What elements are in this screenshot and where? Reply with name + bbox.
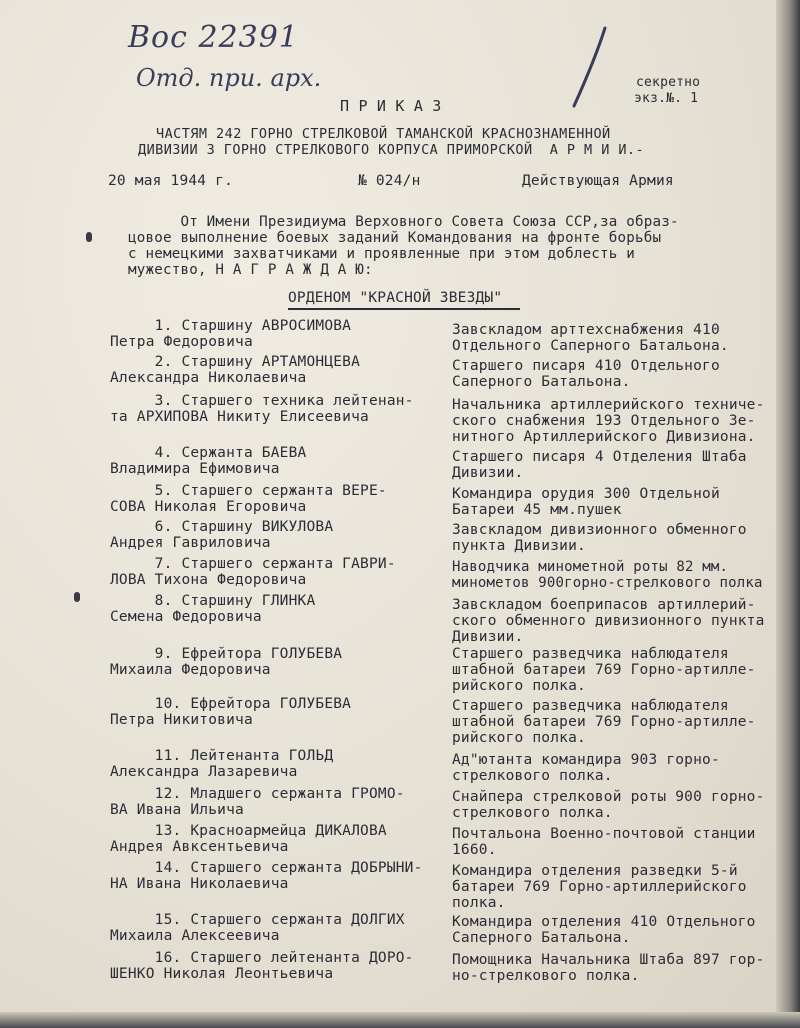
awardee-position: но-стрелкового полка. xyxy=(452,968,640,984)
awardee-position: Старшего писаря 4 Отделения Штаба xyxy=(452,449,747,465)
awardee-name: та АРХИПОВА Никиту Елисеевича xyxy=(110,409,369,425)
awardee-position: рийского полка. xyxy=(452,730,586,746)
awardee-name: Петра Федоровича xyxy=(110,334,253,350)
awardee-position: Командира отделения 410 Отдельного xyxy=(452,914,756,930)
preamble-line: с немецкими захватчиками и проявленные при этом доблесть и xyxy=(128,246,636,262)
secrecy-mark: секретно xyxy=(636,75,701,90)
awardee-name: Петра Никитовича xyxy=(110,712,253,728)
page-edge xyxy=(0,1012,800,1028)
awardee-position: Батареи 45 мм.пушек xyxy=(452,502,622,518)
preamble-line: цовое выполнение боевых заданий Командования на фронте борьбы xyxy=(128,230,662,246)
awardee-position: Помощника Начальника Штаба 897 гор- xyxy=(452,952,765,968)
order-date: 20 мая 1944 г. xyxy=(108,173,234,189)
awardee-name: Михаила Алексеевича xyxy=(110,928,280,944)
order-heading-line-1: ЧАСТЯМ 242 ГОРНО СТРЕЛКОВОЙ ТАМАНСКОЙ КРАСНОЗНАМЕННОЙ xyxy=(156,126,611,142)
awardee-position: батареи 769 Горно-артиллерийского xyxy=(452,879,747,895)
awardee-name: Семена Федоровича xyxy=(110,609,262,625)
order-place: Действующая Армия xyxy=(522,173,674,189)
awardee-name: 10. Ефрейтора ГОЛУБЕВА xyxy=(110,696,352,712)
awardee-name: Александра Николаевича xyxy=(110,370,307,386)
awardee-position: стрелкового полка. xyxy=(452,768,613,784)
awardee-name: 5. Старшего сержанта ВЕРЕ- xyxy=(110,483,387,499)
awardee-name: 15. Старшего сержанта ДОЛГИХ xyxy=(110,912,405,928)
awardee-position: Саперного Батальона. xyxy=(452,374,631,390)
awardee-name: 2. Старшину АРТАМОНЦЕВА xyxy=(110,354,361,370)
awardee-position: Наводчика минометной роты 82 мм. xyxy=(452,559,729,575)
awardee-position: 1660. xyxy=(452,842,497,858)
awardee-position: Командира отделения разведки 5-й xyxy=(452,863,738,879)
awardee-name: Андрея Авксентьевича xyxy=(110,839,289,855)
page-edge xyxy=(776,0,800,1028)
preamble-line: От Имени Президиума Верховного Совета Союза ССР,за образ- xyxy=(128,214,679,230)
awardee-position: стрелкового полка. xyxy=(452,805,613,821)
awardee-position: Саперного Батальона. xyxy=(452,930,631,946)
awardee-name: 14. Старшего сержанта ДОБРЫНИ- xyxy=(110,860,423,876)
awardee-position: минометов 900горно-стрелкового полка xyxy=(452,575,763,591)
order-number: № 024/н xyxy=(358,173,421,189)
awardee-name: Александра Лазаревича xyxy=(110,764,298,780)
awardee-position: Почтальона Военно-почтовой станции xyxy=(452,826,756,842)
awardee-name: 6. Старшину ВИКУЛОВА xyxy=(110,519,334,535)
awardee-position: Завскладом боеприпасов артиллерий- xyxy=(452,597,756,613)
order-heading-line-2: ДИВИЗИИ 3 ГОРНО СТРЕЛКОВОГО КОРПУСА ПРИМОРСКОЙ А Р М И И.- xyxy=(138,142,645,158)
award-heading: ОРДЕНОМ "КРАСНОЙ ЗВЕЗДЫ" xyxy=(288,290,503,306)
awardee-position: Командира орудия 300 Отдельной xyxy=(452,486,720,502)
awardee-name: 4. Сержанта БАЕВА xyxy=(110,445,307,461)
awardee-name: 7. Старшего сержанта ГАВРИ- xyxy=(110,556,396,572)
awardee-name: 13. Красноармейца ДИКАЛОВА xyxy=(110,823,387,839)
awardee-position: нитного Артиллерийского Дивизиона. xyxy=(452,429,756,445)
awardee-name: ВА Ивана Ильича xyxy=(110,802,244,818)
awardee-name: ШЕНКО Николая Леонтьевича xyxy=(110,966,334,982)
handwritten-stroke xyxy=(560,20,620,110)
awardee-position: полка. xyxy=(452,895,506,911)
awardee-name: 11. Лейтенанта ГОЛЬД xyxy=(110,748,334,764)
awardee-position: Старшего писаря 410 Отдельного xyxy=(452,358,720,374)
awardee-position: Дивизии. xyxy=(452,465,524,481)
copy-number: экз.№. 1 xyxy=(634,91,699,106)
awardee-name: 12. Младшего сержанта ГРОМО- xyxy=(110,786,405,802)
awardee-name: Владимира Ефимовича xyxy=(110,461,280,477)
awardee-position: Снайпера стрелковой роты 900 горно- xyxy=(452,789,765,805)
awardee-position: штабной батареи 769 Горно-артилле- xyxy=(452,662,756,678)
awardee-position: штабной батареи 769 Горно-артилле- xyxy=(452,714,756,730)
awardee-position: Завскладом дивизионного обменного xyxy=(452,522,747,538)
award-heading-underline xyxy=(288,308,520,310)
awardee-position: пункта Дивизии. xyxy=(452,538,586,554)
awardee-name: НА Ивана Николаевича xyxy=(110,876,289,892)
awardee-position: Завскладом арттехснабжения 410 xyxy=(452,322,720,338)
archive-code: Вос 22391 xyxy=(128,20,299,55)
awardee-position: Отдельного Саперного Батальона. xyxy=(452,338,729,354)
department-note: Отд. при. арх. xyxy=(136,64,322,92)
awardee-position: рийского полка. xyxy=(452,678,586,694)
preamble-line: мужество, Н А Г Р А Ж Д А Ю: xyxy=(128,262,373,278)
awardee-name: ЛОВА Тихона Федоровича xyxy=(110,572,307,588)
awardee-position: Дивизии. xyxy=(452,629,524,645)
awardee-position: Старшего разведчика наблюдателя xyxy=(452,646,729,662)
awardee-position: ского снабжения 193 Отдельного Зе- xyxy=(452,413,756,429)
awardee-name: 9. Ефрейтора ГОЛУБЕВА xyxy=(110,646,343,662)
awardee-position: Старшего разведчика наблюдателя xyxy=(452,698,729,714)
awardee-position: Ад"ютанта командира 903 горно- xyxy=(452,752,720,768)
awardee-name: 16. Старшего лейтенанта ДОРО- xyxy=(110,950,414,966)
awardee-name: 3. Старшего техника лейтенан- xyxy=(110,393,414,409)
awardee-name: 1. Старшину АВРОСИМОВА xyxy=(110,318,352,334)
awardee-name: 8. Старшину ГЛИНКА xyxy=(110,593,316,609)
awardee-name: СОВА Николая Егоровича xyxy=(110,499,307,515)
punch-hole xyxy=(74,592,80,602)
awardee-name: Андрея Гавриловича xyxy=(110,535,271,551)
awardee-name: Михаила Федоровича xyxy=(110,662,271,678)
awardee-position: ского обменного дивизионного пункта xyxy=(452,613,765,629)
awardee-position: Начальника артиллерийского техниче- xyxy=(452,397,765,413)
document-title: П Р И К А З xyxy=(340,97,442,115)
punch-hole xyxy=(86,232,92,242)
